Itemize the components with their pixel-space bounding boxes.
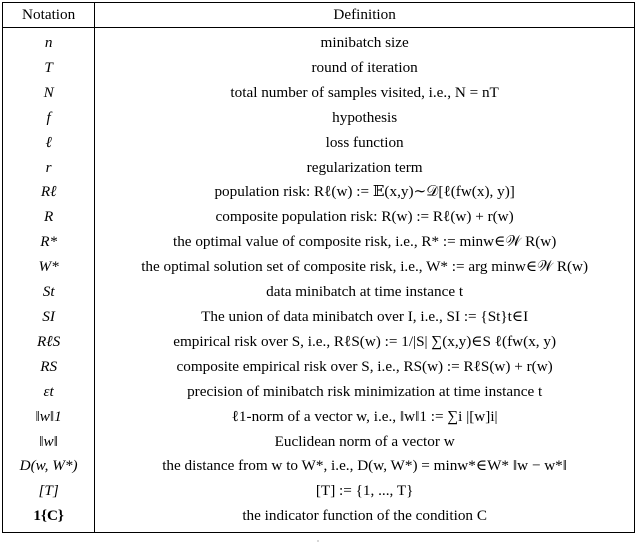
notation-cell: W* [3, 255, 95, 280]
definition-cell: [T] := {1, ..., T} [95, 479, 635, 504]
definition-cell: composite population risk: R(w) := Rℓ(w) + r(w) [95, 205, 635, 230]
definition-cell: the indicator function of the condition C [95, 504, 635, 532]
page-artifact-dot [317, 540, 319, 542]
notation-cell: ℓ [3, 131, 95, 156]
table-row [3, 180, 635, 205]
table-row [3, 81, 635, 106]
table-row [3, 28, 635, 56]
notation-cell: Rℓ [3, 180, 95, 205]
table-row [3, 430, 635, 455]
definition-cell: composite empirical risk over S, i.e., RS(w) := RℓS(w) + r(w) [95, 355, 635, 380]
definition-header: Definition [95, 3, 635, 28]
table-row [3, 380, 635, 405]
table-row [3, 454, 635, 479]
table-row [3, 504, 635, 532]
table-row [3, 156, 635, 181]
table-row [3, 205, 635, 230]
notation-cell: f [3, 106, 95, 131]
notation-cell: N [3, 81, 95, 106]
definition-cell: the optimal value of composite risk, i.e., R* := minw∈𝒲 R(w) [95, 230, 635, 255]
table-row [3, 330, 635, 355]
definition-cell: loss function [95, 131, 635, 156]
notation-cell: RS [3, 355, 95, 380]
table-row [3, 355, 635, 380]
notation-cell: n [3, 28, 95, 56]
definition-cell: ℓ1-norm of a vector w, i.e., ‖w‖1 := ∑i |[w]i| [95, 405, 635, 430]
table-row [3, 255, 635, 280]
table-body [3, 28, 635, 533]
definition-cell: hypothesis [95, 106, 635, 131]
table-header-row [3, 3, 635, 28]
definition-cell: empirical risk over S, i.e., RℓS(w) := 1/|S| ∑(x,y)∈S ℓ(fw(x, y) [95, 330, 635, 355]
notation-header: Notation [3, 3, 95, 28]
definition-cell: data minibatch at time instance t [95, 280, 635, 305]
notation-cell: εt [3, 380, 95, 405]
notation-cell: SI [3, 305, 95, 330]
definition-cell: the distance from w to W*, i.e., D(w, W*) = minw*∈W* ‖w − w*‖ [95, 454, 635, 479]
definition-cell: population risk: Rℓ(w) := 𝔼(x,y)∼𝒟[ℓ(fw(x), y)] [95, 180, 635, 205]
table-row [3, 305, 635, 330]
definition-cell: regularization term [95, 156, 635, 181]
notation-cell: T [3, 56, 95, 81]
table-row [3, 56, 635, 81]
table-row [3, 479, 635, 504]
notation-table [2, 2, 635, 533]
notation-cell: St [3, 280, 95, 305]
notation-cell: 1{C} [3, 504, 95, 532]
definition-cell: the optimal solution set of composite risk, i.e., W* := arg minw∈𝒲 R(w) [95, 255, 635, 280]
definition-cell: round of iteration [95, 56, 635, 81]
notation-cell: ‖w‖ [3, 430, 95, 455]
definition-cell: minibatch size [95, 28, 635, 56]
table-row [3, 230, 635, 255]
notation-cell: D(w, W*) [3, 454, 95, 479]
table-row [3, 280, 635, 305]
definition-cell: The union of data minibatch over I, i.e., SI := {St}t∈I [95, 305, 635, 330]
table-row [3, 405, 635, 430]
table-row [3, 131, 635, 156]
notation-cell: R [3, 205, 95, 230]
notation-cell: ‖w‖1 [3, 405, 95, 430]
notation-cell: [T] [3, 479, 95, 504]
definition-cell: Euclidean norm of a vector w [95, 430, 635, 455]
notation-cell: R* [3, 230, 95, 255]
table-row [3, 106, 635, 131]
notation-cell: RℓS [3, 330, 95, 355]
notation-cell: r [3, 156, 95, 181]
definition-cell: precision of minibatch risk minimization at time instance t [95, 380, 635, 405]
definition-cell: total number of samples visited, i.e., N = nT [95, 81, 635, 106]
